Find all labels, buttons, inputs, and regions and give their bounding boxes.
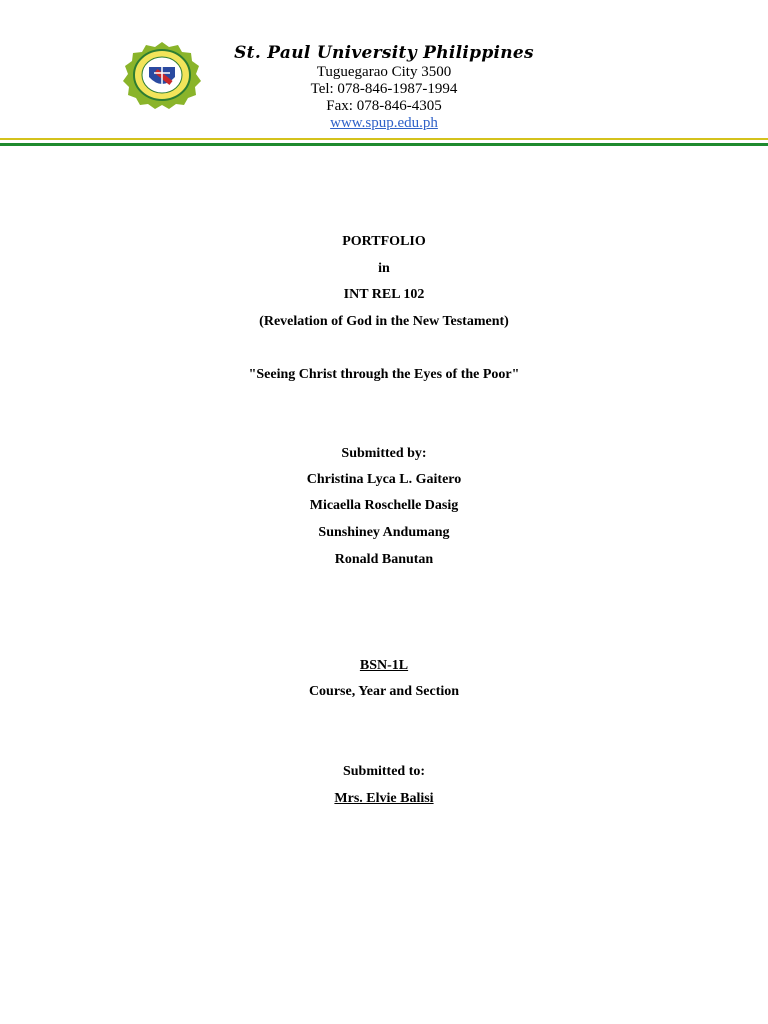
course-description: (Revelation of God in the New Testament) bbox=[259, 314, 509, 329]
course-section-value-row bbox=[0, 657, 768, 675]
course-code: INT REL 102 bbox=[343, 287, 425, 302]
university-address: Tuguegarao City 3500 bbox=[316, 64, 452, 80]
university-name: St. Paul University Philippines bbox=[234, 43, 534, 63]
instructor-name: Mrs. Elvie Balisi bbox=[334, 791, 434, 806]
instructor-name-row bbox=[0, 790, 768, 808]
document-title: PORTFOLIO bbox=[342, 234, 426, 249]
course-section-label: Course, Year and Section bbox=[308, 684, 460, 699]
course-section-value: BSN-1L bbox=[359, 658, 409, 673]
author-name: Christina Lyca L. Gaitero bbox=[306, 472, 462, 487]
submitted-to-label: Submitted to: bbox=[342, 764, 426, 779]
telephone-number: Tel: 078-846-1987-1994 bbox=[310, 81, 458, 97]
fax-number: Fax: 078-846-4305 bbox=[326, 98, 442, 114]
portfolio-theme: "Seeing Christ through the Eyes of the Poor" bbox=[248, 367, 520, 382]
header-rule-green bbox=[0, 143, 768, 146]
website-link[interactable]: www.spup.edu.ph bbox=[330, 115, 438, 131]
author-name: Ronald Banutan bbox=[334, 552, 434, 567]
header-rule-gold bbox=[0, 138, 768, 140]
title-connector: in bbox=[378, 261, 390, 276]
author-name: Micaella Roschelle Dasig bbox=[309, 498, 459, 513]
letterhead bbox=[184, 42, 584, 132]
author-name: Sunshiney Andumang bbox=[318, 525, 450, 540]
submitted-by-label: Submitted by: bbox=[341, 446, 427, 461]
